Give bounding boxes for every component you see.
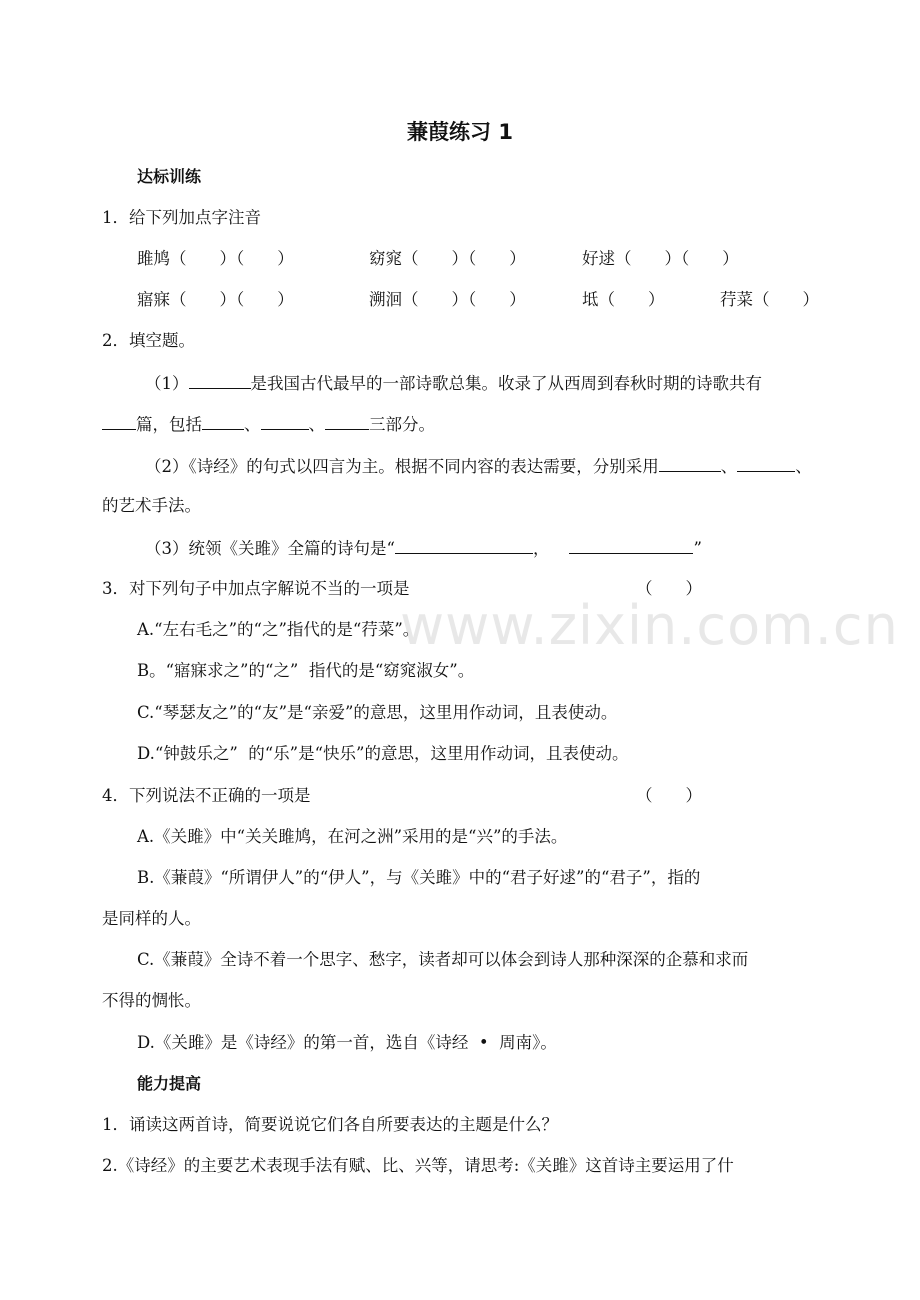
q2-p3-text: （3）统领《关雎》全篇的诗句是“ <box>145 539 395 558</box>
q2-part-2 <box>145 455 812 478</box>
q2-p3-mid: ， <box>532 539 550 558</box>
q2-p1b-a: 篇，包括 <box>136 415 202 434</box>
fill-blank[interactable] <box>569 537 693 554</box>
section-heading-basic: 达标训练 <box>137 167 202 186</box>
q4-option-b-cont: 是同样的人。 <box>102 909 201 928</box>
q4-option-c: C.《蒹葭》全诗不着一个思字、愁字，读者却可以体会到诗人那种深深的企慕和求而 <box>137 950 749 969</box>
question-3-stem: 3．对下列句子中加点字解说不当的一项是 <box>102 579 410 598</box>
q2-p2-end: 、 <box>795 457 812 476</box>
watermark: www.zixin.com.cn <box>400 594 899 657</box>
advanced-question-1: 1．诵读这两首诗，简要说说它们各自所要表达的主题是什么？ <box>102 1115 558 1134</box>
q1-item: 好逑（ ）（ ） <box>582 249 739 268</box>
fill-blank[interactable] <box>202 413 244 430</box>
q1-item: 溯洄（ ）（ ） <box>369 290 526 309</box>
answer-paren: （ ） <box>636 579 702 598</box>
q2-part-1 <box>145 372 762 395</box>
q1-item: 雎鸠（ ）（ ） <box>137 249 294 268</box>
q4-option-b: B.《蒹葭》“所谓伊人”的“伊人”，与《关雎》中的“君子好逑”的“君子”，指的 <box>137 868 701 887</box>
q2-p1b-c: 、 <box>308 415 325 434</box>
fill-blank[interactable] <box>737 455 795 472</box>
question-1-stem: 1．给下列加点字注音 <box>102 208 261 227</box>
fill-blank[interactable] <box>189 372 251 389</box>
q2-p1b-d: 三部分。 <box>369 415 435 434</box>
q3-option-a: A.“左右毛之”的“之”指代的是“荇菜”。 <box>137 620 420 639</box>
q2-part-2-cont: 的艺术手法。 <box>102 496 201 515</box>
q3-option-d: D.“钟鼓乐之” 的“乐”是“快乐”的意思，这里用作动词，且表使动。 <box>137 744 629 763</box>
q4-option-d: D.《关雎》是《诗经》的第一首，选自《诗经 • 周南》。 <box>137 1033 557 1052</box>
fill-blank[interactable] <box>102 413 136 430</box>
page-title: 蒹葭练习 1 <box>407 120 513 144</box>
q2-p1-prefix: （1） <box>145 374 189 393</box>
fill-blank[interactable] <box>261 413 309 430</box>
q1-item: 荇菜（ ） <box>720 290 819 309</box>
fill-blank[interactable] <box>395 537 533 554</box>
answer-paren: （ ） <box>636 786 702 805</box>
q2-p2-sep: 、 <box>720 457 738 476</box>
advanced-question-2: 2.《诗经》的主要艺术表现手法有赋、比、兴等，请思考:《关雎》这首诗主要运用了什 <box>102 1156 734 1175</box>
q1-item: 窈窕（ ）（ ） <box>369 249 526 268</box>
q1-item: 坻（ ） <box>582 290 665 309</box>
q2-part-1-cont <box>102 413 435 436</box>
q4-option-c-cont: 不得的惆怅。 <box>102 991 201 1010</box>
q2-p2-text: （2）《诗经》的句式以四言为主。根据不同内容的表达需要，分别采用 <box>145 457 659 476</box>
section-heading-advanced: 能力提高 <box>137 1074 202 1093</box>
fill-blank[interactable] <box>325 413 369 430</box>
q2-part-3 <box>145 537 702 560</box>
question-4-stem: 4．下列说法不正确的一项是 <box>102 786 311 805</box>
question-2-stem: 2．填空题。 <box>102 331 195 350</box>
q4-option-a: A.《关雎》中“关关雎鸠，在河之洲”采用的是“兴”的手法。 <box>137 827 568 846</box>
q2-p1b-b: 、 <box>244 415 261 434</box>
q3-option-c: C.“琴瑟友之”的“友”是“亲爱”的意思，这里用作动词，且表使动。 <box>137 703 618 722</box>
q2-p1-text: 是我国古代最早的一部诗歌总集。收录了从西周到春秋时期的诗歌共有 <box>250 374 762 393</box>
q3-option-b: B。“寤寐求之”的“之” 指代的是“窈窕淑女”。 <box>137 661 475 680</box>
fill-blank[interactable] <box>659 455 721 472</box>
q1-item: 寤寐（ ）（ ） <box>137 290 294 309</box>
q2-p3-end: ” <box>693 539 702 558</box>
